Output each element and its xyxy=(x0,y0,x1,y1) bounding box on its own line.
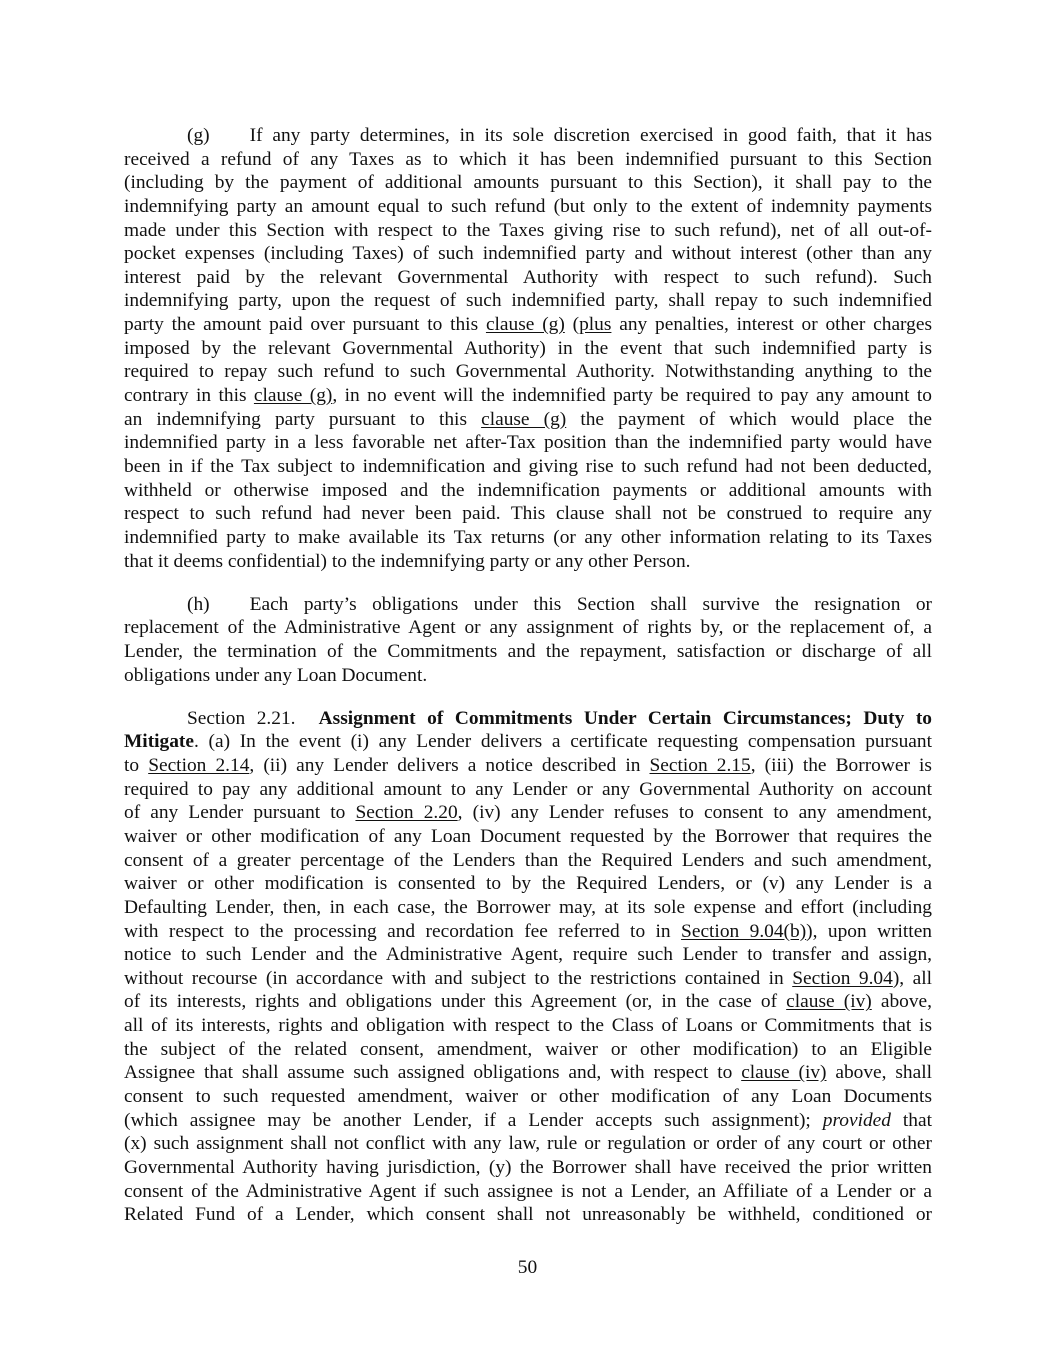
section-heading-continued: Mitigate xyxy=(124,731,194,753)
text-line: Governmental Authority having jurisdiction, (y) the Borrower shall have received the prior written xyxy=(124,1156,932,1178)
text-line: indemnified party in a less favorable net after-Tax position than the indemnified party would have xyxy=(124,432,932,454)
text-line: pocket expenses (including Taxes) of such indemnified party and without interest (other than any xyxy=(124,243,932,265)
text-line: made under this Section with respect to the Taxes giving rise to such refund), net of all out-of- xyxy=(124,219,932,241)
text-line: waiver or other modification is consented to by the Required Lenders, or (v) any Lender is a xyxy=(124,873,932,895)
text-line: all of its interests, rights and obligation with respect to the Class of Loans or Commitments that is xyxy=(124,1015,932,1037)
text-line: consent to such requested amendment, waiver or other modification of any Loan Documents xyxy=(124,1085,932,1107)
clause-reference: clause (iv) xyxy=(786,991,872,1013)
text-line: without recourse (in accordance with and subject to the restrictions contained in Section 9.04), all xyxy=(124,967,932,989)
text-line: required to pay any additional amount to any Lender or any Governmental Authority on account xyxy=(124,778,932,800)
text-line: been in if the Tax subject to indemnification and giving rise to such refund had not been deducted, xyxy=(124,455,932,477)
section-reference: Section 9.04 xyxy=(792,967,893,989)
plus-term: plus xyxy=(579,314,612,336)
paragraph-g xyxy=(124,124,932,573)
text-line: Lender, the termination of the Commitments and the repayment, satisfaction or discharge of all xyxy=(124,640,932,662)
text-line: replacement of the Administrative Agent or any assignment of rights by, or the replacement of, a xyxy=(124,617,932,639)
clause-reference: clause (g) xyxy=(253,385,333,407)
text-line: required to repay such refund to such Governmental Authority. Notwithstanding anything to the xyxy=(124,361,932,383)
text-line: interest paid by the relevant Governmental Authority with respect to such refund). Such xyxy=(124,266,932,288)
text-line: the subject of the related consent, amendment, waiver or other modification) to an Eligible xyxy=(124,1038,932,1060)
clause-reference: clause (g) xyxy=(481,408,567,430)
text-line: withheld or otherwise imposed and the indemnification payments or additional amounts with xyxy=(124,479,932,501)
text-line: indemnifying party an amount equal to such refund (but only to the extent of indemnity payments xyxy=(124,195,932,217)
section-reference: Section 2.15 xyxy=(649,755,751,777)
text-line: with respect to the processing and recordation fee referred to in Section 9.04(b)), upon written xyxy=(124,920,932,942)
text-line: received a refund of any Taxes as to which it has been indemnified pursuant to this Section xyxy=(124,148,932,170)
paragraph-label: (h) xyxy=(187,593,210,615)
section-2-21 xyxy=(124,707,932,1227)
text-line: waiver or other modification of any Loan Document requested by the Borrower that requires the xyxy=(124,825,932,847)
text-line: indemnified party to make available its Tax returns (or any other information relating to its Taxes xyxy=(124,526,932,548)
section-reference: Section 9.04(b) xyxy=(681,920,807,942)
text-line: (including by the payment of additional amounts pursuant to this Section), it shall pay to the xyxy=(124,172,932,194)
text-line: an indemnifying party pursuant to this clause (g) the payment of which would place the xyxy=(124,408,932,430)
paragraph-label: (g) xyxy=(187,125,210,146)
text-line: (which assignee may be another Lender, if a Lender accepts such assignment); provided that xyxy=(124,1109,932,1131)
section-reference: Section 2.14 xyxy=(148,755,250,777)
paragraph-h xyxy=(124,593,932,688)
text-line: (x) such assignment shall not conflict with any law, rule or regulation or order of any court or other xyxy=(124,1133,932,1155)
text-line: Related Fund of a Lender, which consent shall not unreasonably be withheld, conditioned or xyxy=(124,1204,932,1226)
document-page xyxy=(124,124,932,1246)
text-line: party the amount paid over pursuant to this clause (g) (plus any penalties, interest or other charges xyxy=(124,314,933,336)
text-line: consent of a greater percentage of the Lenders than the Required Lenders and such amendment, xyxy=(124,849,932,871)
section-heading-line xyxy=(124,707,932,731)
text-line: respect to such refund had never been paid. This clause shall not be construed to require any xyxy=(124,503,932,525)
text-line: Assignee that shall assume such assigned obligations and, with respect to clause (iv) above, shall xyxy=(124,1062,932,1084)
text-line: of its interests, rights and obligations under this Agreement (or, in the case of clause (iv) above, xyxy=(124,991,933,1013)
page-number: 50 xyxy=(517,1257,538,1278)
text-line: Defaulting Lender, then, in each case, the Borrower may, at its sole expense and effort (including xyxy=(124,896,932,918)
section-heading: Assignment of Commitments Under Certain Circumstances; Duty to xyxy=(318,707,933,729)
text-line: to Section 2.14, (ii) any Lender delivers a notice described in Section 2.15, (iii) the Borrower is xyxy=(124,755,932,777)
clause-reference: clause (g) xyxy=(485,314,565,336)
text-line: (g) If any party determines, in its sole discretion exercised in good faith, that it has xyxy=(187,125,932,146)
text-line: that it deems confidential) to the indemnifying party or any other Person. xyxy=(124,550,691,572)
text-line: (h) Each party’s obligations under this Section shall survive the resignation or xyxy=(187,593,932,615)
text-line: Mitigate. (a) In the event (i) any Lender delivers a certificate requesting compensation pursuant xyxy=(124,731,932,753)
text-line: consent of the Administrative Agent if such assignee is not a Lender, an Affiliate of a Lender or a xyxy=(124,1180,932,1202)
text-line: of any Lender pursuant to Section 2.20, (iv) any Lender refuses to consent to any amendment, xyxy=(124,802,932,824)
clause-reference: clause (iv) xyxy=(741,1062,827,1084)
text-line: indemnifying party, upon the request of such indemnified party, shall repay to such indemnified xyxy=(124,290,932,312)
provided-term: provided xyxy=(822,1109,891,1131)
text-line: obligations under any Loan Document. xyxy=(124,664,428,686)
section-number: Section 2.21. xyxy=(187,707,296,729)
text-line: notice to such Lender and the Administrative Agent, require such Lender to transfer and assign, xyxy=(124,944,932,966)
section-reference: Section 2.20 xyxy=(355,802,458,824)
text-line: imposed by the relevant Governmental Authority) in the event that such indemnified party is xyxy=(124,337,932,359)
text-line: contrary in this clause (g), in no event will the indemnified party be required to pay any amount to xyxy=(124,385,933,407)
